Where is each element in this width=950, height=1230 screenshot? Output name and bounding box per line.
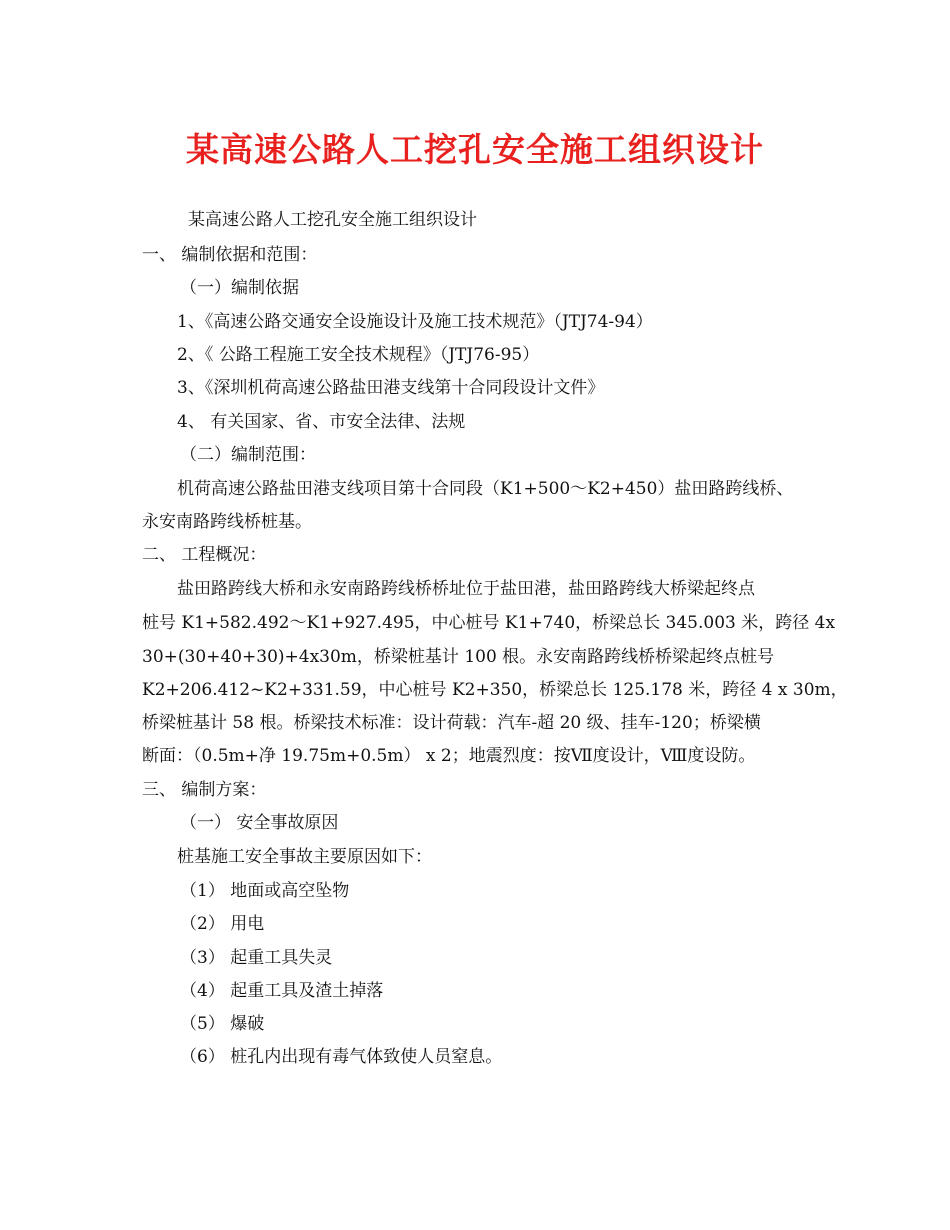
list-item: （5） 爆破 bbox=[180, 1014, 265, 1034]
section-heading-1: 一、 编制依据和范围： bbox=[142, 245, 318, 265]
paragraph-line: 机荷高速公路盐田港支线项目第十合同段（K1+500～K2+450）盐田路跨线桥、 bbox=[177, 479, 794, 499]
reference-item: 2、《 公路工程施工安全技术规程》（JTJ76-95） bbox=[177, 345, 540, 365]
list-item: （2） 用电 bbox=[180, 914, 265, 934]
reference-item: 1、《高速公路交通安全设施设计及施工技术规范》（JTJ74-94） bbox=[177, 312, 653, 332]
document-title: 某高速公路人工挖孔安全施工组织设计 bbox=[186, 130, 764, 169]
paragraph-line: 桩号 K1+582.492～K1+927.495，中心桩号 K1+740，桥梁总长 345.003 米，跨径 4x bbox=[142, 613, 836, 633]
subsection-heading: （一）编制依据 bbox=[180, 278, 299, 298]
subtitle: 某高速公路人工挖孔安全施工组织设计 bbox=[188, 210, 477, 230]
list-item: （1） 地面或高空坠物 bbox=[180, 881, 350, 901]
paragraph-line: 盐田路跨线大桥和永安南路跨线桥桥址位于盐田港，盐田路跨线大桥梁起终点 bbox=[177, 579, 755, 599]
reference-item: 3、《深圳机荷高速公路盐田港支线第十合同段设计文件》 bbox=[177, 378, 605, 398]
subsection-heading: （一） 安全事故原因 bbox=[180, 813, 339, 833]
subsection-heading: （二）编制范围： bbox=[180, 445, 316, 465]
list-item: （3） 起重工具失灵 bbox=[180, 948, 333, 968]
paragraph-line: 永安南路跨线桥桩基。 bbox=[142, 512, 312, 532]
section-heading-2: 二、 工程概况： bbox=[142, 545, 267, 565]
list-item: （6） 桩孔内出现有毒气体致使人员窒息。 bbox=[180, 1047, 503, 1067]
paragraph-line: 桥梁桩基计 58 根。桥梁技术标准：设计荷载：汽车-超 20 级、挂车-120；桥梁横 bbox=[142, 713, 761, 733]
paragraph-line: 桩基施工安全事故主要原因如下： bbox=[177, 847, 432, 867]
list-item: （4） 起重工具及渣土掉落 bbox=[180, 981, 384, 1001]
paragraph-line: 断面：（0.5m+净 19.75m+0.5m） x 2；地震烈度：按Ⅶ度设计，Ⅷ度设防。 bbox=[142, 746, 756, 766]
paragraph-line: 30+(30+40+30)+4x30m，桥梁桩基计 100 根。永安南路跨线桥桥梁起终点桩号 bbox=[142, 647, 775, 667]
reference-item: 4、 有关国家、省、市安全法律、法规 bbox=[177, 412, 466, 432]
paragraph-line: K2+206.412~K2+331.59，中心桩号 K2+350，桥梁总长 125.178 米，跨径 4 x 30m， bbox=[142, 680, 848, 700]
section-heading-3: 三、 编制方案： bbox=[142, 780, 267, 800]
